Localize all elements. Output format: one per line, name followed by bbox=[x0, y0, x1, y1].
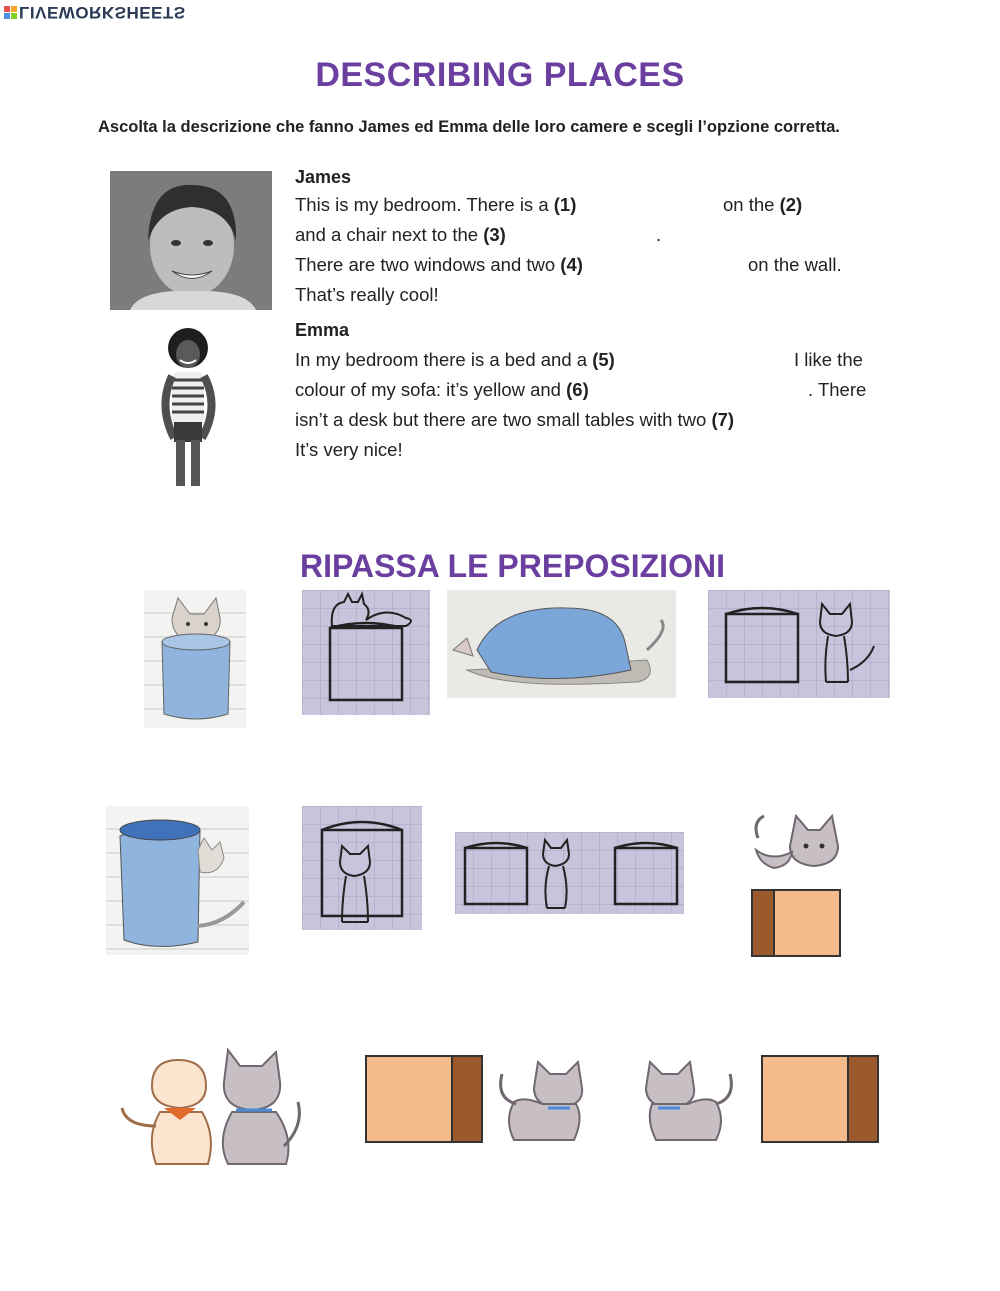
cat-between-boxes-drawing bbox=[455, 832, 684, 914]
box-right-illustration bbox=[760, 1054, 880, 1144]
james-line-1: This is my bedroom. There is a (1) bbox=[295, 194, 577, 215]
james-line-2-end: . bbox=[656, 224, 662, 245]
james-photo bbox=[110, 171, 272, 310]
emma-line-2: colour of my sofa: it’s yellow and (6) bbox=[295, 379, 589, 400]
james-line-1-end: on the (2) bbox=[723, 194, 803, 215]
cat-in-can-drawing bbox=[144, 590, 246, 728]
cat-behind-can-drawing bbox=[106, 806, 249, 955]
james-line-4: That’s really cool! bbox=[295, 284, 439, 305]
logo-text: LIVEWORKSHEETS bbox=[19, 3, 186, 22]
james-name: James bbox=[295, 167, 352, 187]
emma-line-2-end: . There bbox=[808, 379, 867, 400]
james-line-2: and a chair next to the (3) bbox=[295, 224, 506, 245]
blank-5-number: (5) bbox=[592, 349, 615, 370]
logo-icon bbox=[4, 6, 17, 19]
cat-next-to-box-drawing bbox=[708, 590, 890, 698]
two-cats-illustration bbox=[116, 1046, 306, 1170]
blank-1-number: (1) bbox=[553, 194, 577, 215]
emma-name: Emma bbox=[295, 320, 350, 340]
cat-right-of-box-illustration bbox=[494, 1058, 592, 1144]
cat-above-box-illustration bbox=[750, 810, 850, 960]
emma-line-4: It’s very nice! bbox=[295, 439, 403, 460]
instruction-text: Ascolta la descrizione che fanno James ed Emma delle loro camere e scegli l’opzione corretta. bbox=[98, 118, 840, 136]
section-prepositions-title: RIPASSA LE PREPOSIZIONI bbox=[300, 548, 725, 584]
cat-in-front-of-box-drawing bbox=[302, 806, 422, 930]
cat-left-of-box-illustration bbox=[636, 1058, 738, 1144]
cat-on-box-drawing bbox=[302, 590, 430, 715]
emma-line-1: In my bedroom there is a bed and a (5) bbox=[295, 349, 615, 370]
page-title: DESCRIBING PLACES bbox=[315, 56, 685, 94]
james-line-3: There are two windows and two (4) bbox=[295, 254, 583, 275]
blank-2-number: (2) bbox=[779, 194, 803, 215]
liveworksheets-logo bbox=[4, 2, 186, 22]
blank-6-number: (6) bbox=[566, 379, 589, 400]
emma-line-1-end: I like the bbox=[794, 349, 863, 370]
james-line-3-end: on the wall. bbox=[748, 254, 842, 275]
box-left-illustration bbox=[364, 1054, 484, 1144]
cat-under-can-drawing bbox=[447, 590, 676, 698]
blank-3-number: (3) bbox=[483, 224, 506, 245]
blank-7-number: (7) bbox=[711, 409, 735, 430]
emma-photo bbox=[150, 326, 225, 490]
blank-4-number: (4) bbox=[560, 254, 583, 275]
emma-line-3: isn’t a desk but there are two small tables with two (7) bbox=[295, 409, 735, 430]
